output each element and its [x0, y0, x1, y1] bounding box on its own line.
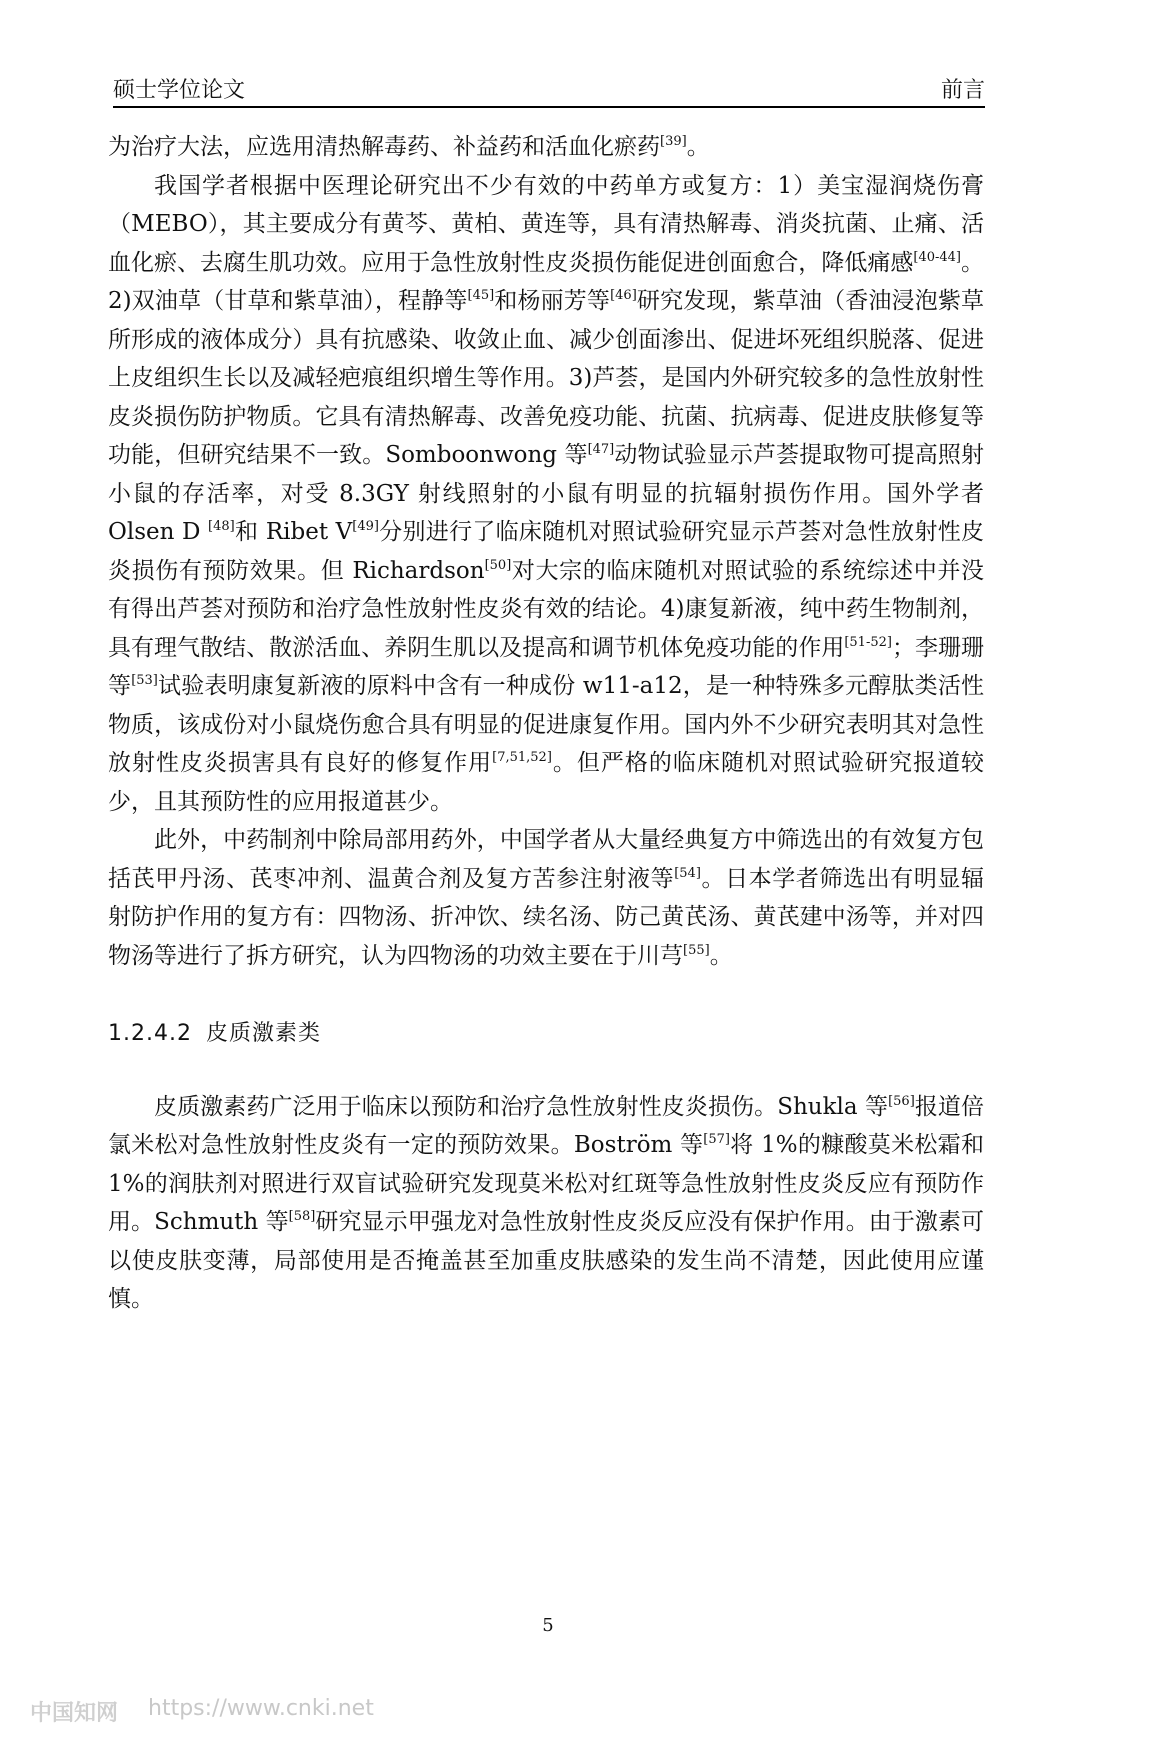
paragraph-1 [108, 128, 984, 167]
text-run: 试验表明康复新液的原料中含有一种成份 w11-a12，是一种特殊多元醇肽类活性物质，该成份对小鼠烧伤愈合具有明显的促进康复作用。国内外不少研究表明其对急性放射性皮炎损害具有良好的修复作用 [108, 673, 985, 776]
text-run: 。但严格的临床随机对照试验研究报道较少，且其预防性的应用报道甚少。 [108, 750, 985, 815]
text-run: 和杨丽芳等 [494, 288, 611, 314]
watermark-brand: 中国知网 [30, 1701, 119, 1726]
citation: [58] [288, 1209, 316, 1224]
text-run: 和 Ribet V [234, 519, 353, 545]
paragraph-3 [108, 821, 984, 975]
citation: [50] [484, 557, 512, 573]
paragraph-2 [108, 167, 984, 822]
text-run: 分别进行了临床随机对照试验研究显示芦荟对急性放射性皮炎损伤有预防效果。但 Richardson [108, 519, 984, 584]
watermark-url: https://www.cnki.net [148, 1696, 374, 1721]
section-title: 皮质激素类 [205, 1021, 321, 1046]
paragraph-4 [108, 1088, 984, 1319]
citation: [49] [352, 519, 379, 534]
text-run: 为治疗大法，应选用清热解毒药、补益药和活血化瘀药 [108, 134, 660, 160]
citation: [46] [610, 288, 637, 303]
citation: [7,51,52] [492, 750, 552, 765]
text-run: 。日本学者筛选出有明显辐射防护作用的复方有：四物汤、折冲饮、续名汤、防己黄芪汤、黄芪建中汤等，并对四物汤等进行了拆方研究，认为四物汤的功效主要在于川芎 [108, 865, 985, 969]
citation: [47] [587, 442, 615, 457]
citation: [45] [467, 288, 495, 303]
section-number: 1.2.4.2 [108, 1021, 192, 1046]
text-run: 。2)双油草（甘草和紫草油），程静等 [108, 249, 985, 314]
main-text [108, 128, 984, 1319]
citation: [39] [660, 134, 687, 149]
text-run: 动物试验显示芦荟提取物可提高照射小鼠的存活率，对受 8.3GY 射线照射的小鼠有明显的抗辐射损伤作用。国外学者 Olsen D [108, 442, 984, 545]
text-run: 研究发现，紫草油（香油浸泡紫草所形成的液体成分）具有抗感染、收敛止血、减少创面渗出、促进坏死组织脱落、促进上皮组织生长以及减轻疤痕组织增生等作用。3)芦荟，是国内外研究较多的急性放射性皮炎损伤防护物质。它具有清热解毒、改善免疫功能、抗菌、抗病毒、促进皮肤修复等功能，但研究结果不一致。Somboonwong 等 [108, 288, 985, 468]
page-number: 5 [542, 1615, 554, 1636]
cnki-watermark [30, 1696, 374, 1727]
citation: [40-44] [913, 249, 961, 265]
text-run: 研究显示甲强龙对急性放射性皮炎反应没有保护作用。由于激素可以使皮肤变薄，局部使用是否掩盖甚至加重皮肤感染的发生尚不清楚，因此使用应谨慎。 [108, 1209, 984, 1312]
text-run: 我国学者根据中医理论研究出不少有效的中药单方或复方：1）美宝湿润烧伤膏（MEBO），其主要成分有黄芩、黄柏、黄连等，具有清热解毒、消炎抗菌、止痛、活血化瘀、去腐生肌功效。应用于急性放射性皮炎损伤能促进创面愈合，降低痛感 [108, 172, 984, 276]
text-run: 将 1%的糠酸莫米松霜和 1%的润肤剂对照进行双盲试验研究发现莫米松对红斑等急性放射性皮炎反应有预防作用。Schmuth 等 [108, 1132, 984, 1235]
text-run: 。 [709, 942, 733, 969]
citation: [56] [888, 1093, 915, 1109]
text-run: 对大宗的临床随机对照试验的系统综述中并没有得出芦荟对预防和治疗急性放射性皮炎有效的结论。4)康复新液，纯中药生物制剂，具有理气散结、散淤活血、养阴生肌以及提高和调节机体免疫功能的作用 [108, 557, 984, 661]
citation: [57] [703, 1132, 730, 1147]
text-run: 。 [686, 134, 710, 160]
text-run: ；李珊珊等 [108, 634, 985, 699]
section-heading [108, 1015, 984, 1054]
running-header [113, 70, 985, 108]
header-thesis-type: 硕士学位论文 [113, 78, 246, 103]
citation: [48] [208, 519, 235, 534]
citation: [55] [683, 942, 710, 958]
citation: [51-52] [844, 634, 892, 650]
header-chapter: 前言 [940, 78, 985, 103]
citation: [54] [674, 865, 701, 881]
text-run: 皮质激素药广泛用于临床以预防和治疗急性放射性皮炎损伤。Shukla 等 [154, 1093, 889, 1120]
text-run: 此外，中药制剂中除局部用药外，中国学者从大量经典复方中筛选出的有效复方包括芪甲丹汤、芪枣冲剂、温黄合剂及复方苦参注射液等 [108, 827, 984, 892]
text-run: 报道倍氯米松对急性放射性皮炎有一定的预防效果。Boström 等 [108, 1093, 985, 1158]
citation: [53] [131, 673, 158, 688]
